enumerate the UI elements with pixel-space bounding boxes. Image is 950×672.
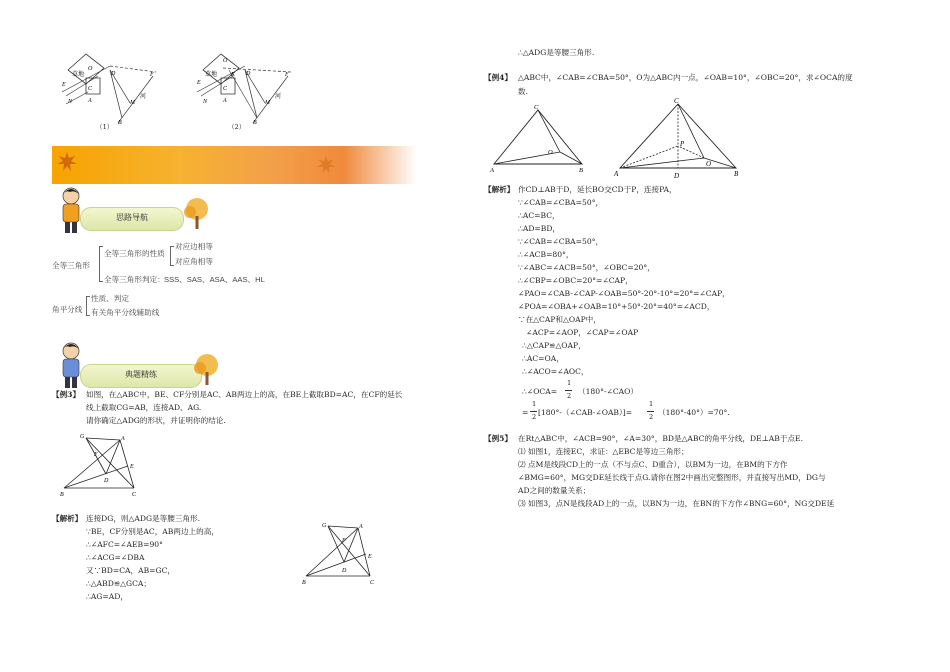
section-header-roadmap xyxy=(80,207,184,231)
sol3-line: ∴△ABD≌△GCA； xyxy=(86,579,151,588)
ex3-figure xyxy=(58,430,148,500)
svg-text:C: C xyxy=(674,97,679,105)
boy-avatar-icon xyxy=(58,186,84,234)
tree-root: 全等三角形 xyxy=(52,261,90,270)
section-title: 思路导航 xyxy=(116,213,148,222)
ex4-figure-1 xyxy=(488,100,588,176)
ex4-figure-2 xyxy=(612,96,744,180)
sol3-line: ∴∠ACG=∠DBA xyxy=(86,553,145,562)
sol4-tag: 【解析】 xyxy=(484,185,515,194)
frac-den: 2 xyxy=(567,392,572,400)
sol4-line: ∴∠ACB=80°， xyxy=(518,250,574,259)
sol4-oca-post: （180°-∠CAO） xyxy=(578,387,638,396)
svg-text:A: A xyxy=(490,167,494,174)
sol4-line: ∵∠CAB=∠CBA=50°， xyxy=(518,237,604,246)
maple-leaf-icon xyxy=(315,154,337,176)
svg-text:F: F xyxy=(342,538,346,544)
sol4-line: ∴∠CBP=∠OBC=20°=∠CAP， xyxy=(518,276,633,285)
svg-text:E: E xyxy=(62,82,66,88)
svg-text:C: C xyxy=(132,492,137,498)
section-title: 典题精练 xyxy=(125,370,157,379)
tree-root2: 角平分线 xyxy=(52,305,83,314)
svg-text:B: B xyxy=(118,120,122,126)
ex5-line4: ∠BMG=60°，MG交DE延长线于点G.请你在图2中画出完整图形，并直接写出MD，DG与 xyxy=(518,473,826,482)
svg-text:O: O xyxy=(223,58,228,64)
ex4-tag: 【例4】 xyxy=(484,73,513,82)
tree-prop-label: 全等三角形的性质 xyxy=(104,249,165,258)
ex5-tag: 【例5】 xyxy=(484,434,513,443)
ex5-line6: ⑶ 如图3，点N是线段AD上的一点，以BN为一边，在BN的下方作∠BNG=60°，NG交DE延 xyxy=(518,499,835,508)
sol4-oca-pre: ∴∠OCA= xyxy=(522,387,558,396)
svg-text:F: F xyxy=(150,72,154,78)
ex3-line1: 如图，在△ABC中，BE、CF分别是AC、AB两边上的高，在BE上截取BD=AC，在CF的延长 xyxy=(86,390,403,399)
svg-text:O: O xyxy=(706,160,712,168)
svg-text:D: D xyxy=(342,568,347,574)
ex3-tag: 【例3】 xyxy=(52,390,81,399)
svg-text:C: C xyxy=(370,580,375,586)
sol4-final-pre: = xyxy=(522,408,529,417)
section-header-examples xyxy=(80,364,202,388)
svg-text:O: O xyxy=(548,149,553,156)
sol3-line: ∴AG=AD， xyxy=(86,592,128,601)
sol4-final-mid: [180°-（∠CAB-∠OAB）]= xyxy=(538,408,633,417)
sol3-line: 又∵BD=CA，AB=GC， xyxy=(86,566,176,575)
svg-text:K: K xyxy=(231,72,236,78)
sol3-figure xyxy=(298,518,388,588)
sol4-line: ∠PAO=∠CAB-∠CAP-∠OAB=50°-20°-10°=20°=∠CAP， xyxy=(518,289,730,298)
frac-den: 2 xyxy=(532,413,537,421)
svg-text:A: A xyxy=(614,170,619,178)
ex4-line1: △ABC中，∠CAB=∠CBA=50°，O为△ABC内一点，∠OAB=10°，∠OBC=20°，求∠OCA的度 xyxy=(518,73,853,82)
fig1-lawn-label: 草地 xyxy=(72,72,85,78)
svg-text:F: F xyxy=(285,72,289,78)
svg-text:C: C xyxy=(534,104,539,111)
ex4-line2: 数. xyxy=(518,87,529,96)
sol4-line: ∵∠ABC=∠ACB=50°，∠OBC=20°， xyxy=(518,263,655,272)
frac-num: 1 xyxy=(649,400,654,408)
sol3-line: ∴∠AFC=∠AEB=90° xyxy=(86,540,163,549)
ex5-line1: 在Rt△ABC中，∠ACB=90°，∠A=30°，BD是△ABC的角平分线，DE⊥AB于点E. xyxy=(518,434,803,443)
autumn-banner xyxy=(52,146,417,184)
frac-num: 1 xyxy=(567,379,572,387)
svg-text:B: B xyxy=(253,120,257,126)
sol4-line: ∠POA=∠OBA+∠OAB=10°+50°-20°=40°=∠ACD， xyxy=(518,302,715,311)
concept-tree: 全等三角形 全等三角形的性质 对应边相等 对应角相等 全等三角形判定： SSS、SAS、ASA、AAS、HL 角平分线 性质、判定 有关角平分线辅助线 xyxy=(52,242,265,317)
svg-text:F: F xyxy=(94,452,98,458)
svg-text:E: E xyxy=(197,80,201,86)
top-conclusion-line: ∴△ADG是等腰三角形. xyxy=(518,48,595,57)
maple-leaf-icon xyxy=(55,150,79,174)
boy-avatar-icon xyxy=(58,341,84,389)
sol4-line: ∴AC=BC， xyxy=(518,211,560,220)
ex3-line3: 请你确定△ADG的形状，并证明你的结论. xyxy=(86,416,226,425)
svg-text:M: M xyxy=(130,100,135,106)
svg-text:B: B xyxy=(302,580,306,586)
svg-text:D: D xyxy=(104,478,109,484)
svg-text:C: C xyxy=(223,86,228,92)
svg-text:河: 河 xyxy=(275,94,282,100)
figure-2-lawn-river xyxy=(193,48,303,128)
svg-text:B: B xyxy=(734,170,739,178)
svg-text:B: B xyxy=(60,492,64,498)
svg-text:B: B xyxy=(579,167,583,174)
sol4-line: ∠ACP=∠AOP，∠CAP=∠OAP xyxy=(526,328,639,337)
svg-text:D: D xyxy=(111,71,116,77)
svg-text:O: O xyxy=(88,66,93,72)
sol4-line: ∵在△CAP和△OAP中， xyxy=(518,315,601,324)
svg-text:河: 河 xyxy=(140,94,147,100)
sol4-line: ∴AC=OA， xyxy=(522,354,564,363)
svg-text:N: N xyxy=(68,99,73,105)
tree-icon xyxy=(190,352,224,386)
ex5-line2: ⑴ 如图1，连接EC，求证：△EBC是等边三角形； xyxy=(518,447,689,456)
tree-icon xyxy=(180,196,214,230)
sol4-first: 作CD⊥AB于D，延长BO交CD于P，连接PA， xyxy=(518,185,677,194)
svg-text:C: C xyxy=(88,86,93,92)
tree-judge-label: 全等三角形判定： xyxy=(104,275,165,284)
fig2-caption: （2） xyxy=(228,123,246,131)
svg-text:G: G xyxy=(80,434,85,440)
ex5-line5: AD之间的数量关系； xyxy=(518,486,591,495)
svg-text:P: P xyxy=(680,140,685,148)
sol4-line: ∵∠CAB=∠CBA=50°， xyxy=(518,198,604,207)
sol4-final-post: （180°-40°）=70°. xyxy=(658,408,730,417)
svg-text:A: A xyxy=(359,524,363,530)
figure-1-lawn-river xyxy=(58,48,168,128)
sol4-line: ∴AD=BD， xyxy=(518,224,561,233)
svg-text:D: D xyxy=(674,172,680,180)
frac-den: 2 xyxy=(649,413,654,421)
ex5-line3: ⑵ 点M是线段CD上的一点（不与点C、D重合），以BM为一边，在BM的下方作 xyxy=(518,460,788,469)
svg-text:N: N xyxy=(203,99,208,105)
frac-num: 1 xyxy=(532,400,537,408)
sol4-line: ∴△CAP≌△OAP， xyxy=(522,341,586,350)
fig1-caption: （1） xyxy=(96,123,114,131)
sol3-line: 连接DG，则△ADG是等腰三角形. xyxy=(86,514,200,523)
svg-text:A: A xyxy=(121,436,125,442)
svg-text:M: M xyxy=(265,100,270,106)
svg-text:草地: 草地 xyxy=(205,72,218,78)
svg-text:D: D xyxy=(246,71,251,77)
svg-text:E: E xyxy=(130,464,134,470)
ex3-line2: 线上截取CG=AB，连接AD、AG. xyxy=(86,403,202,412)
svg-text:E: E xyxy=(368,554,372,560)
svg-text:G: G xyxy=(322,523,327,529)
sol4-line: ∴∠ACO=∠AOC， xyxy=(522,367,589,376)
svg-text:A: A xyxy=(223,98,227,104)
svg-text:A: A xyxy=(88,98,92,104)
sol3-line: ∵BE，CF分别是AC，AB两边上的高， xyxy=(86,527,219,536)
sol3-tag: 【解析】 xyxy=(52,514,83,523)
